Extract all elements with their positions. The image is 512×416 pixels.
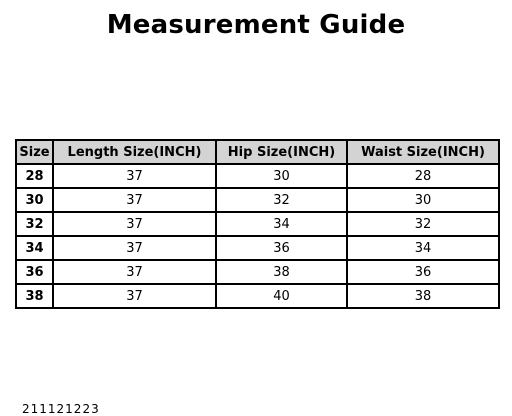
- cell-length: 37: [53, 188, 216, 212]
- cell-hip: 30: [216, 164, 347, 188]
- header-length: Length Size(INCH): [53, 140, 216, 164]
- page-title: Measurement Guide: [106, 10, 406, 40]
- cell-size: 28: [16, 164, 53, 188]
- header-waist: Waist Size(INCH): [347, 140, 499, 164]
- cell-size: 32: [16, 212, 53, 236]
- table-row: [16, 284, 499, 308]
- cell-waist: 30: [347, 188, 499, 212]
- table-row: [16, 260, 499, 284]
- table-row: [16, 212, 499, 236]
- table-header-row: [16, 140, 499, 164]
- table-row: [16, 164, 499, 188]
- cell-length: 37: [53, 212, 216, 236]
- cell-size: 38: [16, 284, 53, 308]
- cell-size: 30: [16, 188, 53, 212]
- header-hip: Hip Size(INCH): [216, 140, 347, 164]
- cell-waist: 38: [347, 284, 499, 308]
- cell-length: 37: [53, 284, 216, 308]
- cell-hip: 34: [216, 212, 347, 236]
- cell-waist: 36: [347, 260, 499, 284]
- cell-size: 36: [16, 260, 53, 284]
- cell-hip: 38: [216, 260, 347, 284]
- cell-length: 37: [53, 164, 216, 188]
- cell-size: 34: [16, 236, 53, 260]
- table-row: [16, 236, 499, 260]
- cell-waist: 28: [347, 164, 499, 188]
- cell-length: 37: [53, 260, 216, 284]
- measurement-table: [15, 139, 500, 309]
- table-row: [16, 188, 499, 212]
- cell-hip: 36: [216, 236, 347, 260]
- header-size: Size: [16, 140, 53, 164]
- cell-hip: 40: [216, 284, 347, 308]
- cell-waist: 34: [347, 236, 499, 260]
- cell-length: 37: [53, 236, 216, 260]
- cell-hip: 32: [216, 188, 347, 212]
- cell-waist: 32: [347, 212, 499, 236]
- footer-code: 211121223: [22, 402, 100, 416]
